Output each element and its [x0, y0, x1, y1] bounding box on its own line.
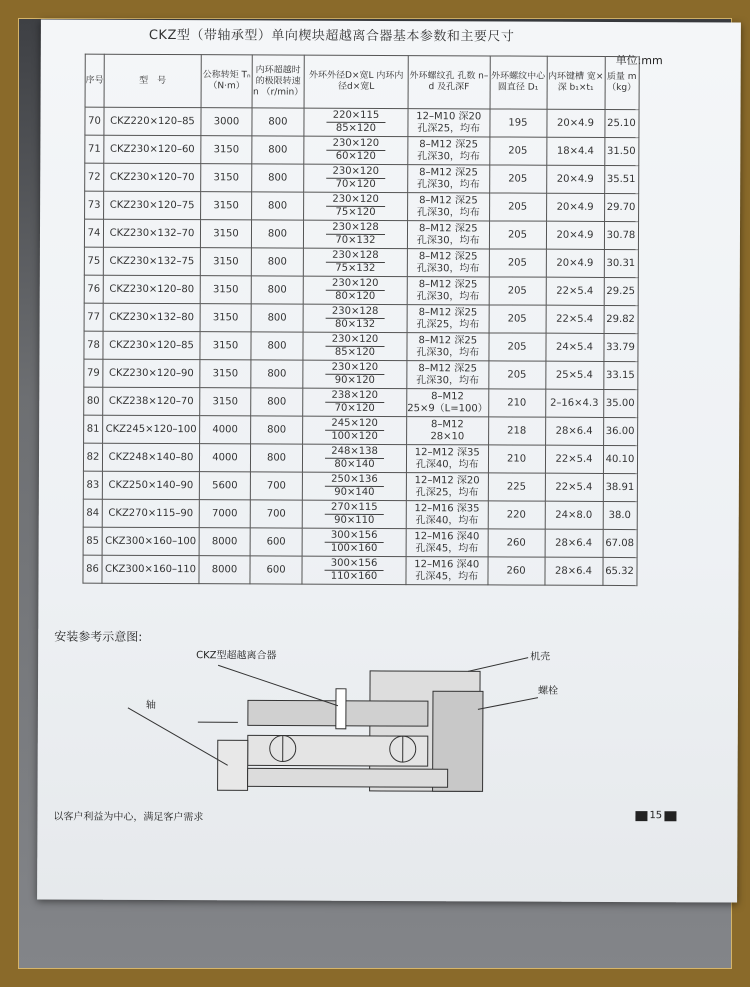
row-dimensions [304, 192, 408, 220]
row-d1: 210 [488, 445, 545, 473]
row-thread-line2: 孔深45，均布 [415, 570, 479, 582]
row-thread [406, 445, 488, 473]
table-row [84, 415, 638, 445]
page-number [635, 810, 676, 821]
row-torque: 3150 [201, 164, 252, 192]
row-model: CKZ230×132–80 [103, 303, 200, 331]
row-thread-line2: 孔深40，均布 [415, 514, 479, 526]
row-mass: 38.91 [603, 473, 637, 501]
row-outer-dim: 270×115 [325, 502, 384, 515]
row-speed: 600 [250, 556, 302, 584]
row-dimensions [303, 248, 407, 276]
row-keyway: 20×4.9 [546, 165, 604, 193]
row-thread-line1: 8–M12 深25 [419, 138, 478, 150]
row-d1: 225 [488, 473, 545, 501]
row-model: CKZ245×120–100 [103, 415, 200, 443]
row-inner-dim: 70×120 [334, 402, 375, 414]
row-d1: 205 [489, 221, 546, 249]
header-speed: 内环超越时的极限转速 n （r/min） [252, 55, 304, 108]
row-model: CKZ248×140–80 [102, 443, 199, 471]
row-model: CKZ230×120–90 [103, 359, 200, 387]
row-inner-dim: 110×160 [330, 570, 378, 582]
table-row [83, 443, 637, 473]
footer-slogan: 以客户利益为中心，满足客户需求 [53, 811, 204, 824]
row-keyway: 24×5.4 [545, 333, 603, 361]
row-outer-dim: 248×138 [325, 446, 384, 459]
row-dimensions [302, 472, 406, 500]
page-marker-left [635, 811, 647, 821]
row-mass: 25.10 [604, 109, 638, 137]
row-thread-line1: 8–M12 深25 [418, 278, 478, 290]
label-shaft: 轴 [145, 699, 156, 711]
row-no: 81 [84, 415, 103, 443]
row-keyway: 25×5.4 [545, 361, 603, 389]
row-thread-line2: 25×9（L=100） [407, 402, 488, 414]
header-mass: 质量 m （kg） [605, 56, 639, 109]
row-speed: 800 [251, 276, 303, 304]
row-outer-dim: 230×128 [326, 250, 385, 263]
row-thread-line1: 8–M12 深25 [418, 334, 478, 346]
row-outer-dim: 300×156 [325, 530, 384, 543]
row-thread-line1: 8–M12 深25 [418, 362, 477, 374]
row-mass: 29.70 [604, 193, 638, 221]
row-thread-line1: 12–M16 深40 [414, 530, 480, 542]
row-thread [407, 417, 489, 445]
page-number-text: 15 [649, 810, 663, 822]
row-inner-dim: 70×120 [335, 178, 376, 190]
row-thread-line2: 孔深25，均布 [415, 486, 479, 498]
row-dimensions [303, 416, 407, 444]
row-thread-line1: 8–M12 [431, 390, 464, 402]
row-thread [406, 529, 488, 557]
row-speed: 800 [252, 108, 304, 136]
row-d1: 195 [489, 109, 546, 137]
row-torque: 3150 [200, 304, 251, 332]
table-header-row [85, 54, 639, 109]
row-dimensions [302, 444, 406, 472]
diagram-title: 安装参考示意图: [54, 629, 143, 644]
row-inner-dim: 80×140 [334, 458, 375, 470]
row-d1: 205 [489, 277, 546, 305]
row-keyway: 22×5.4 [546, 305, 604, 333]
row-d1: 205 [488, 333, 545, 361]
row-thread [408, 137, 490, 165]
row-no: 85 [83, 527, 102, 555]
table-row [85, 135, 639, 165]
row-d1: 205 [489, 305, 546, 333]
row-torque: 8000 [199, 556, 250, 584]
row-torque: 3150 [200, 360, 251, 388]
row-torque: 4000 [200, 416, 251, 444]
row-thread-line2: 孔深30，均布 [416, 234, 480, 246]
row-d1: 260 [488, 529, 545, 557]
row-no: 70 [85, 107, 104, 135]
row-inner-dim: 80×120 [335, 290, 376, 302]
row-model: CKZ300×160–100 [102, 527, 199, 555]
table-row [83, 555, 637, 585]
row-torque: 3150 [200, 388, 251, 416]
row-keyway: 22×5.4 [545, 473, 603, 501]
row-outer-dim: 238×120 [325, 390, 384, 403]
row-mass: 29.25 [604, 277, 638, 305]
header-no: 序号 [85, 54, 104, 107]
row-keyway: 2–16×4.3 [545, 389, 603, 417]
row-mass: 29.82 [604, 305, 638, 333]
row-thread-line2: 孔深30，均布 [416, 290, 480, 302]
row-torque: 3150 [200, 332, 251, 360]
row-thread [407, 277, 489, 305]
row-keyway: 20×4.9 [546, 221, 604, 249]
row-model: CKZ300×160–110 [102, 555, 199, 583]
row-outer-dim: 230×120 [327, 138, 386, 151]
installation-diagram [38, 639, 739, 802]
row-model: CKZ230×132–70 [103, 219, 200, 247]
row-no: 75 [84, 247, 103, 275]
row-mass: 30.31 [604, 249, 638, 277]
row-inner-dim: 80×132 [334, 318, 376, 330]
table-row [84, 247, 638, 277]
row-no: 71 [85, 135, 104, 163]
row-dimensions [302, 500, 406, 528]
table-row [84, 387, 638, 417]
row-keyway: 24×8.0 [545, 501, 603, 529]
row-thread [408, 165, 490, 193]
row-thread-line1: 8–M12 深25 [418, 306, 478, 318]
row-thread-line1: 8–M12 [431, 418, 464, 430]
row-torque: 4000 [199, 444, 250, 472]
row-inner-dim: 75×120 [335, 206, 376, 218]
row-thread-line2: 孔深30，均布 [416, 206, 480, 218]
row-dimensions [303, 276, 407, 304]
row-dimensions [303, 304, 407, 332]
row-speed: 700 [250, 500, 302, 528]
row-no: 74 [84, 219, 103, 247]
row-d1: 220 [488, 501, 545, 529]
row-thread-line2: 孔深30，均布 [416, 346, 480, 358]
row-d1: 210 [488, 389, 545, 417]
row-model: CKZ230×132–75 [103, 247, 200, 275]
spec-table [82, 54, 639, 586]
row-inner-dim: 100×120 [331, 430, 378, 442]
row-model: CKZ270×115–90 [102, 499, 199, 527]
row-thread [408, 193, 490, 221]
row-outer-dim: 230×120 [326, 194, 385, 207]
row-model: CKZ250×140–90 [102, 471, 199, 499]
table-row [85, 163, 639, 193]
row-mass: 33.79 [603, 333, 637, 361]
row-thread [406, 557, 488, 585]
row-speed: 800 [252, 136, 304, 164]
row-d1: 205 [489, 193, 546, 221]
row-dimensions [303, 360, 407, 388]
row-model: CKZ230×120–70 [104, 163, 201, 191]
table-row [83, 471, 637, 501]
row-keyway: 20×4.9 [546, 193, 604, 221]
header-thread: 外环螺纹孔 孔数 n–d 及孔深F [408, 56, 490, 109]
row-dimensions [303, 332, 407, 360]
row-inner-dim: 85×120 [335, 122, 377, 134]
row-torque: 8000 [199, 528, 250, 556]
shaft-end [218, 740, 248, 790]
row-speed: 800 [251, 388, 303, 416]
row-model: CKZ220×120–85 [104, 107, 201, 135]
page-marker-right [664, 811, 676, 821]
row-keyway: 28×6.4 [545, 417, 603, 445]
row-keyway: 22×5.4 [545, 445, 603, 473]
row-outer-dim: 230×120 [326, 362, 385, 375]
row-thread-line1: 8–M12 深25 [418, 222, 478, 234]
row-speed: 800 [252, 192, 304, 220]
row-mass: 31.50 [604, 137, 638, 165]
row-mass: 40.10 [603, 445, 637, 473]
row-inner-dim: 60×120 [335, 150, 376, 162]
row-torque: 3150 [201, 136, 252, 164]
row-thread-line2: 孔深45，均布 [415, 542, 479, 554]
row-speed: 700 [250, 472, 302, 500]
row-thread-line1: 12–M16 深40 [414, 558, 480, 570]
row-thread-line2: 28×10 [430, 430, 465, 442]
table-row [84, 303, 638, 333]
row-dimensions [304, 164, 408, 192]
row-speed: 800 [251, 332, 303, 360]
document-page [37, 19, 741, 902]
row-torque: 3150 [200, 276, 251, 304]
row-keyway: 22×5.4 [546, 277, 604, 305]
row-model: CKZ238×120–70 [103, 387, 200, 415]
row-d1: 260 [487, 557, 544, 585]
row-speed: 800 [252, 164, 304, 192]
row-speed: 800 [251, 220, 303, 248]
row-mass: 38.0 [603, 501, 637, 529]
row-keyway: 20×4.9 [546, 249, 604, 277]
shaft-body [248, 768, 448, 787]
row-mass: 65.32 [602, 557, 636, 585]
row-thread [407, 249, 489, 277]
row-d1: 205 [489, 165, 546, 193]
table-row [84, 331, 638, 361]
row-speed: 600 [250, 528, 302, 556]
row-keyway: 28×6.4 [545, 529, 603, 557]
row-inner-dim: 85×120 [334, 346, 376, 358]
row-outer-dim: 230×128 [326, 222, 385, 235]
row-mass: 35.00 [603, 389, 637, 417]
row-outer-dim: 220×115 [327, 110, 386, 123]
row-mass: 67.08 [603, 529, 637, 557]
row-dimensions [303, 388, 407, 416]
header-torque: 公称转矩 Tₙ （N·m） [201, 55, 252, 108]
row-no: 84 [83, 499, 102, 527]
table-row [85, 107, 639, 137]
row-no: 86 [83, 555, 102, 583]
row-no: 72 [85, 163, 104, 191]
row-thread [407, 221, 489, 249]
table-row [83, 527, 637, 557]
row-no: 76 [84, 275, 103, 303]
row-model: CKZ230×120–75 [104, 191, 201, 219]
row-torque: 3150 [201, 192, 252, 220]
row-inner-dim: 90×140 [334, 486, 375, 498]
row-thread-line1: 12–M10 深20 [416, 110, 482, 122]
row-no: 83 [83, 471, 102, 499]
row-dimensions [304, 108, 408, 136]
row-torque: 3150 [200, 220, 251, 248]
row-keyway: 20×4.9 [546, 109, 604, 137]
row-d1: 205 [488, 361, 545, 389]
row-thread-line2: 孔深30，均布 [416, 374, 480, 386]
row-thread-line2: 孔深40，均布 [415, 458, 479, 470]
row-mass: 33.15 [603, 361, 637, 389]
row-thread-line2: 孔深30，均布 [416, 262, 480, 274]
row-d1: 218 [488, 417, 545, 445]
row-inner-dim: 100×160 [330, 542, 378, 554]
table-row [85, 191, 639, 221]
row-thread-line1: 8–M12 深25 [419, 166, 478, 178]
row-thread-line1: 12–M12 深20 [414, 474, 480, 486]
row-no: 77 [84, 303, 103, 331]
row-dimensions [304, 136, 408, 164]
row-dimensions [303, 220, 407, 248]
row-d1: 205 [489, 137, 546, 165]
row-model: CKZ230×120–60 [104, 135, 201, 163]
row-torque: 5600 [199, 472, 250, 500]
row-speed: 800 [251, 360, 303, 388]
header-dimensions: 外环外径D×宽L 内环内径d×宽L [304, 55, 408, 108]
row-speed: 800 [251, 304, 303, 332]
row-outer-dim: 230×120 [326, 166, 385, 179]
row-torque: 3000 [201, 108, 252, 136]
table-body [83, 107, 639, 585]
row-inner-dim: 75×132 [335, 262, 376, 274]
label-clutch: CKZ型超越离合器 [196, 650, 277, 662]
row-speed: 800 [250, 444, 302, 472]
label-housing: 机壳 [530, 651, 551, 663]
row-thread [407, 361, 489, 389]
row-speed: 800 [251, 416, 303, 444]
row-thread-line2: 孔深30，均布 [417, 178, 480, 190]
row-keyway: 18×4.4 [546, 137, 604, 165]
row-thread-line2: 孔深25，均布 [417, 122, 481, 134]
row-thread-line1: 8–M12 深25 [419, 194, 478, 206]
row-outer-dim: 250×136 [325, 474, 384, 487]
row-dimensions [302, 528, 406, 556]
table-row [84, 219, 638, 249]
row-outer-dim: 300×156 [325, 558, 384, 571]
document-title: CKZ型（带轴承型）单向楔块超越离合器基本参数和主要尺寸 [148, 27, 515, 45]
row-model: CKZ230×120–85 [103, 331, 200, 359]
row-inner-dim: 70×132 [335, 234, 376, 246]
row-no: 78 [84, 331, 103, 359]
row-thread-line1: 12–M12 深35 [414, 446, 480, 458]
row-torque: 7000 [199, 500, 250, 528]
row-keyway: 28×6.4 [544, 557, 602, 585]
row-no: 80 [84, 387, 103, 415]
header-d1: 外环螺纹中心圆直径 D₁ [490, 56, 547, 109]
row-torque: 3150 [200, 248, 251, 276]
header-keyway: 内环键槽 宽×深 b₁×t₁ [547, 56, 605, 109]
row-d1: 205 [489, 249, 546, 277]
table-row [84, 359, 638, 389]
row-thread-line1: 8–M12 深25 [418, 250, 478, 262]
row-thread [408, 109, 490, 137]
label-bolt: 螺栓 [537, 685, 559, 697]
row-no: 73 [85, 191, 104, 219]
row-thread [407, 333, 489, 361]
row-outer-dim: 245×120 [325, 418, 384, 431]
row-speed: 800 [251, 248, 303, 276]
photo-mat [18, 18, 732, 969]
row-dimensions [302, 556, 406, 584]
row-model: CKZ230×120–80 [103, 275, 200, 303]
table-row [83, 499, 637, 529]
row-thread-line1: 12–M16 深35 [414, 502, 480, 514]
table-row [84, 275, 638, 305]
row-mass: 35.51 [604, 165, 638, 193]
header-model: 型 号 [104, 54, 201, 107]
row-no: 79 [84, 359, 103, 387]
bolt-shape [336, 689, 346, 729]
unit-label: 单位:mm [615, 53, 663, 68]
row-thread-line2: 孔深25，均布 [416, 318, 480, 330]
row-outer-dim: 230×120 [326, 278, 385, 291]
row-thread-line2: 孔深30，均布 [417, 150, 480, 162]
row-inner-dim: 90×110 [334, 514, 375, 526]
row-outer-dim: 230×128 [326, 306, 385, 319]
row-thread [407, 389, 489, 417]
row-inner-dim: 90×120 [334, 374, 375, 386]
row-thread [407, 305, 489, 333]
row-outer-dim: 230×120 [326, 334, 385, 347]
row-thread [406, 473, 488, 501]
row-mass: 36.00 [603, 417, 637, 445]
row-thread [406, 501, 488, 529]
row-no: 82 [83, 443, 102, 471]
row-mass: 30.78 [604, 221, 638, 249]
